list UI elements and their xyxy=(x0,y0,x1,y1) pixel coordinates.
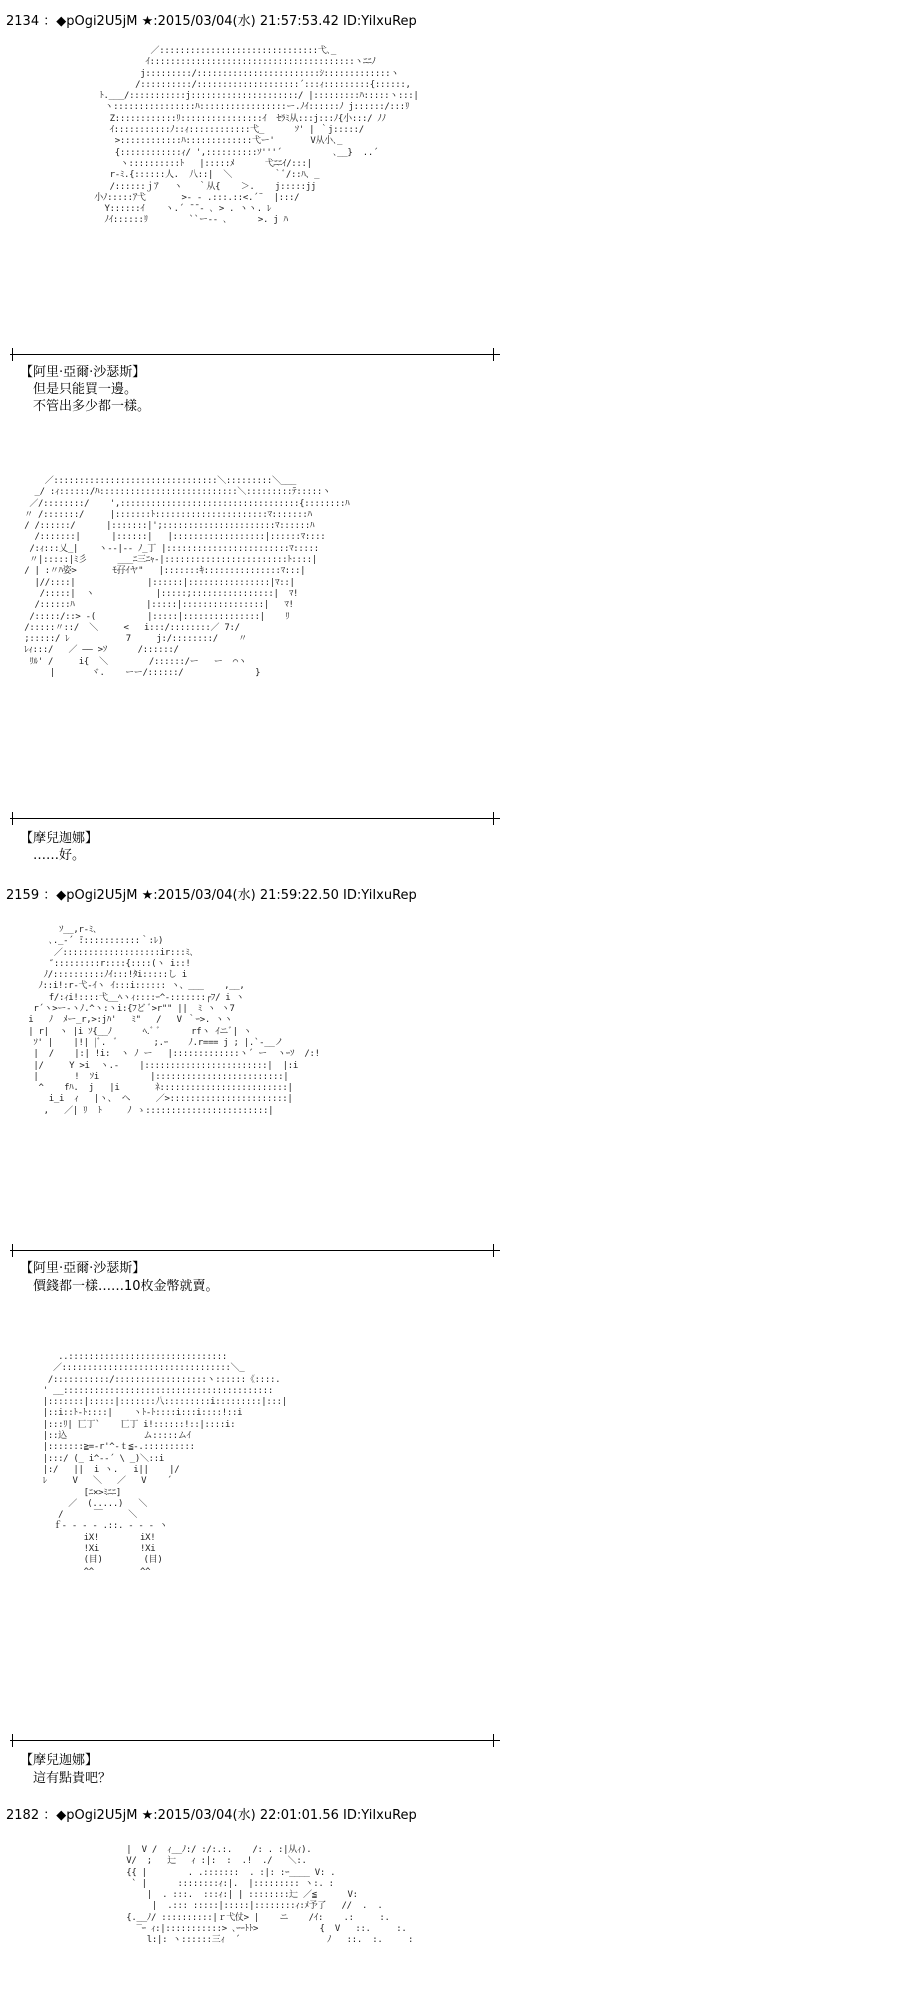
dialogue-line: 但是只能買一邊。 xyxy=(33,382,138,397)
speaker-name: 【阿里·亞爾·沙瑟斯】 xyxy=(20,365,146,380)
divider xyxy=(10,1740,500,1741)
speaker-name: 【阿里·亞爾·沙瑟斯】 xyxy=(20,1261,146,1276)
dialogue-line: 價錢都一樣……10枚金幣就賣。 xyxy=(33,1279,219,1294)
divider xyxy=(10,818,500,819)
dialogue-line: 這有點貴吧？ xyxy=(33,1771,112,1786)
ascii-art: ／:::::::::::::::::::::::::::::::弋､_ ｲ::::::::::::::::::::::::::::::::::::::::ヽﾆﾆﾉ j:::::::::/::::::::::::::::::::::::ｼ:::::::::::::ヽ /::::::::::/::::::::::::::::::::´:::ｨ:::::::::{::::::, ﾄ.___/:::::::::::j:::::::::::::::::::::/ |:::::::::ﾊ:::::ヽ:::| ヽ::::::::::::::::ﾊ:::::::::::::::::ー.ﾉｲ::::::ﾉ j::::::/:::ﾘ Z::::::::::::ﾘ::::::::::::::::ｲ ｾﾗﾐ从:::j:::ﾉ{小:::/ ﾉﾉ ｲ:::::::::::ﾉ::ｨ::::::::::::弋_ ｿ' | ｀j:::::/ >::::::::::::ﾊ:::::::::::::弋ー' V从小､_ {::::::::::::ｨ/ ',::::::::::ｿ'''´ ､__} ..´ ヽ::::::::::ﾄ |:::::ﾒ 弋ﾆﾆｲ/:::| r-ﾐ.{::::::人. 八::| ＼ ｀ﾞ/::ﾊ、_ /::::::ｊｱ ヽ ｀从{ ＞. j:::::jj 小ﾉ:::::ｱ弋 >- - .:::.::<.´¨ |:::/ Y::::::ｲ ヽ.´ ̄ ̄ - ､ > . ヽヽ. ﾚ ﾉｲ::::::ﾘ ``ー-- ､ >. j ﾊ xyxy=(94,46,419,226)
post-header: 2134 ：◆pOgi2U5jM ★:2015/03/04(水) 21:57:53.42 ID:YiIxuRep xyxy=(6,14,417,29)
ascii-art: | V / ｨ__ﾉ:/ :/:.:. /: . :|从ｨ). V/ ; 辷 ｨ :|: : .! ./ ＼:. {{ | . .::::::: . :|: :ｰ____ V: . ` | ::::::::ｨ:|. |::::::::: ヽ:. : | . :::. :::ｨ:| | ::::::::辷 ／≦ V: | .::: :::::|:::::|::::::::ｨ:ﾒ予了 // . . {.__ﾉ/ ::::::::::|ｒ弋仗> | ニ /ｲ: .: :. ‾ｰ ｨ:|:::::::::::> ､ｰｰﾄﾄ> { V ::. :. l:|: ヽ::::::三ｨ ´ ﾉ ::. :. : xyxy=(126,1845,414,1946)
post-header: 2182 ：◆pOgi2U5jM ★:2015/03/04(水) 22:01:01.56 ID:YiIxuRep xyxy=(6,1808,417,1823)
dialogue-line: ……好。 xyxy=(33,848,86,863)
speaker-name: 【摩兒迦娜】 xyxy=(20,831,99,846)
ascii-art: ｿ__,r-ﾐ､ ､._-´ ̄::::::::::::｀:ﾚ) ／:::::::::::::::::::ir:::ﾐ､ ″:::::::::r::::{::::(ヽ i::! ﾉ/::::::::::ﾉｲ:::!ﾀi:::::し i ﾉ::i!:r-弋-ｲヽ ｲ:::i:::::: ヽ、___ ,__, f/:ｨi!::::弋__ﾍヽｨ::::ｰ^-:::::::┌ﾌ/ i ヽ r´ヽ>ー-ヽﾉ.^ヽ:ヽi:{ﾌど ﾞ>r"" || ﾐ ヽ ヽ7 i ﾉ ﾒー_r,>:jﾊ' ﾐ" / V ｀ｰ>. ヽヽ | r| ヽ |i ｿ{__ﾉ ﾍ.ﾞ ﾞ rfヽ ｲニﾞ| ヽ ｿ' | |!| |ﾞ. ﾞ ;.ｰ ﾉ.r=== j ; |.`-__ノ | / |:| !i: ヽ ﾉ ー |:::::::::::::ヽ´ ー ヽｰｿ /:! |/ Y >i ヽ.- |::::::::::::::::::::::::| |:i | ! ｿi |:::::::::::::::::::::::::| ^ fﾊ. j |i ﾈ:::::::::::::::::::::::::| i_i ｨ |ヽ、 ヘ ／>:::::::::::::::::::::::| , ／| ﾘ ﾄ ﾉ ゝ::::::::::::::::::::::::| xyxy=(28,925,320,1116)
ascii-art: ..::::::::::::::::::::::::::::::: ／:::::::::::::::::::::::::::::::::＼_ /:::::::::::/::::::::::::::::::ヽ::::::《::::. ' __::::::::::::::::::::::::::::::::::::::::: |:::::::|:::::|:::::::八:::::::::i:::::::::|:::| |::i::ﾄ-ﾄ::::| ヽﾄ-ﾄ::::i:::i::::!::i |:::ﾘ| 匸丁` 匸丁 i!::::::!::|::::i: |::込 ム:::::ムｲ |:::::::≧=-r'^-ｔ≦-.:::::::::: |:::/ (_ i^--´ \ _)＼::i |:/ || i ヽ. i|| |/ ﾚ V ＼ ／ V ´ [ﾆ×>ﾐﾆﾆ] ／ (.....) ＼ / ￣ ＼ ｆ- - - - .::. - - - ヽ iX! iX! !Xi !Xi (目) (目) ^^ ^^ xyxy=(42,1352,287,1577)
speaker-name: 【摩兒迦娜】 xyxy=(20,1753,99,1768)
divider xyxy=(10,354,500,355)
ascii-art: ／::::::::::::::::::::::::::::::::＼:::::::::＼___ _/ :ｨ::::::/ﾊ:::::::::::::::::::::::::::＼:::::::::ﾃ:::::ヽ ／/::::::::/ ',:::::::::::::::::::::::::::::::::::{::::::::ﾊ 〃 /:::::::/ |:::::::ﾄ::::::::::::::::::::::ﾏ:::::::ﾊ / /::::::/ |:::::::|';::::::::::::::::::::::ﾏ::::::ﾊ /:::::::| |::::::| |::::::::::::::::::|::::::ﾏ:::: /:ｨ:::乂_| ヽ--|-- ﾉ_丁 |::::::::::::::::::::::::ﾏ::::: 〃|:::::|ﾐ彡 ___ﾆ三ﾆｬ-|::::::::::::::::::::::::ﾄ::::| / | :〃ﾊ姿> ﾓ孖ｲヤ" |:::::::ｷ:::::::::::::::ﾏ:::| |//::::| |::::::|::::::::::::::::|ﾏ::| /:::::| ヽ |:::::;::::::::::::::::| ﾏ! /::::::ﾊ |:::::|::::::::::::::::| ﾏ! /:::::/::> -( |:::::|:::::::::::::::| ﾘ /:::::〃::/ ＼ < i:::/::::::::／ 7:/ ;:::::/ ﾚ 7 j:/::::::::/ 〃 ﾚｨ:::/ ／ ―― >ｿ /::::::/ ﾘﾙ' / i{ ＼ /::::::/ー ー ⌒ヽ | ヾ. ーー/::::::/ } xyxy=(24,476,350,679)
post-header: 2159 ：◆pOgi2U5jM ★:2015/03/04(水) 21:59:22.50 ID:YiIxuRep xyxy=(6,888,417,903)
dialogue-line: 不管出多少都一樣。 xyxy=(33,399,151,414)
divider xyxy=(10,1250,500,1251)
